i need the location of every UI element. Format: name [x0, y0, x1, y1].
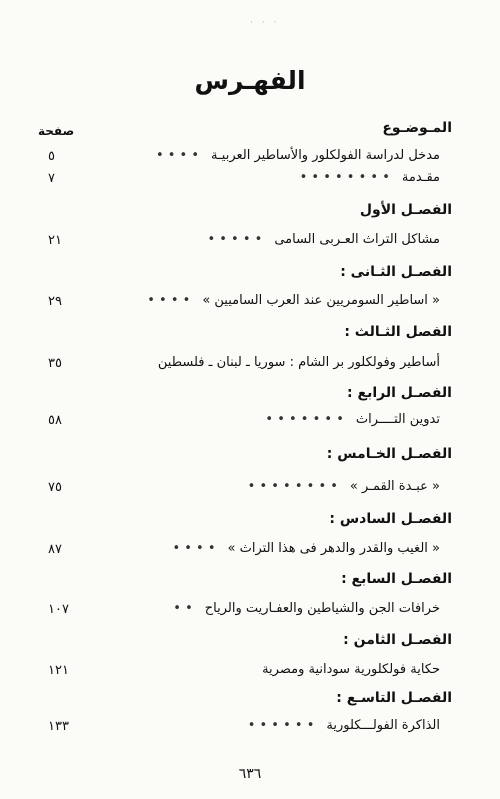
toc-entry-page: ٨٧: [48, 542, 62, 557]
toc-entry-page: ٧٥: [48, 480, 62, 495]
toc-entry-text: « اساطير السومريين عند العرب الساميين »• • • •: [147, 293, 440, 308]
toc-entry-page: ٣٥: [48, 356, 62, 371]
chapter-heading: الفصـل التاسـع :: [336, 690, 452, 706]
toc-entry-text: مشاكل التراث العـربى السامى• • • • •: [207, 232, 440, 247]
toc-entry-text: حكاية فولكلورية سودانية ومصرية: [262, 662, 440, 677]
chapter-heading: الفصـل الثـانى :: [340, 264, 452, 280]
chapter-heading: الفصـل الخـامس :: [326, 446, 452, 462]
toc-entry-page: ٥٨: [48, 413, 62, 428]
toc-entry-page: ٥: [48, 149, 55, 164]
toc-entry-text: مقـدمة• • • • • • • •: [299, 170, 440, 185]
toc-entry-text: تدوين التــــراث• • • • • • •: [265, 412, 440, 427]
scan-specks: · · ·: [250, 18, 280, 28]
column-header-page: صفحة: [38, 124, 75, 138]
toc-entry-page: ٢٩: [48, 294, 62, 309]
toc-entry-text: مدخل لدراسة الفولكلور والأساطير العربيـة• • • •: [155, 148, 440, 163]
chapter-heading: الفصـل السادس :: [329, 511, 452, 527]
toc-entry-text: الذاكرة الفولـــكلورية• • • • • •: [247, 718, 440, 733]
chapter-heading: الفصل الثـالث :: [344, 324, 452, 340]
toc-entry-text: « الغيب والقدر والدهر فى هذا التراث »• • • •: [172, 541, 440, 556]
toc-entry-text: خرافات الجن والشياطين والعفـاريت والرياح• •: [173, 601, 440, 616]
toc-entry-page: ١٣٣: [48, 719, 69, 734]
toc-entry-text: أساطير وفولكلور بر الشام : سوريا ـ لبنان ـ فلسطين: [157, 355, 440, 370]
chapter-heading: الفصـل الثامن :: [343, 632, 452, 648]
toc-title: الفهـرس: [194, 66, 306, 95]
toc-entry-page: ١٢١: [48, 663, 69, 678]
chapter-heading: الفصـل الرابع :: [347, 385, 452, 401]
page-number: ٦٣٦: [238, 766, 262, 782]
toc-entry-page: ٢١: [48, 233, 62, 248]
column-header-topic: المـوضـوع: [382, 120, 452, 136]
chapter-heading: الفصـل الأول: [359, 202, 452, 218]
toc-entry-text: « عبـدة القمـر »• • • • • • • •: [247, 479, 440, 494]
chapter-heading: الفصـل السابع :: [341, 571, 452, 587]
toc-entry-page: ١٠٧: [48, 602, 69, 617]
toc-entry-page: ٧: [48, 171, 55, 186]
